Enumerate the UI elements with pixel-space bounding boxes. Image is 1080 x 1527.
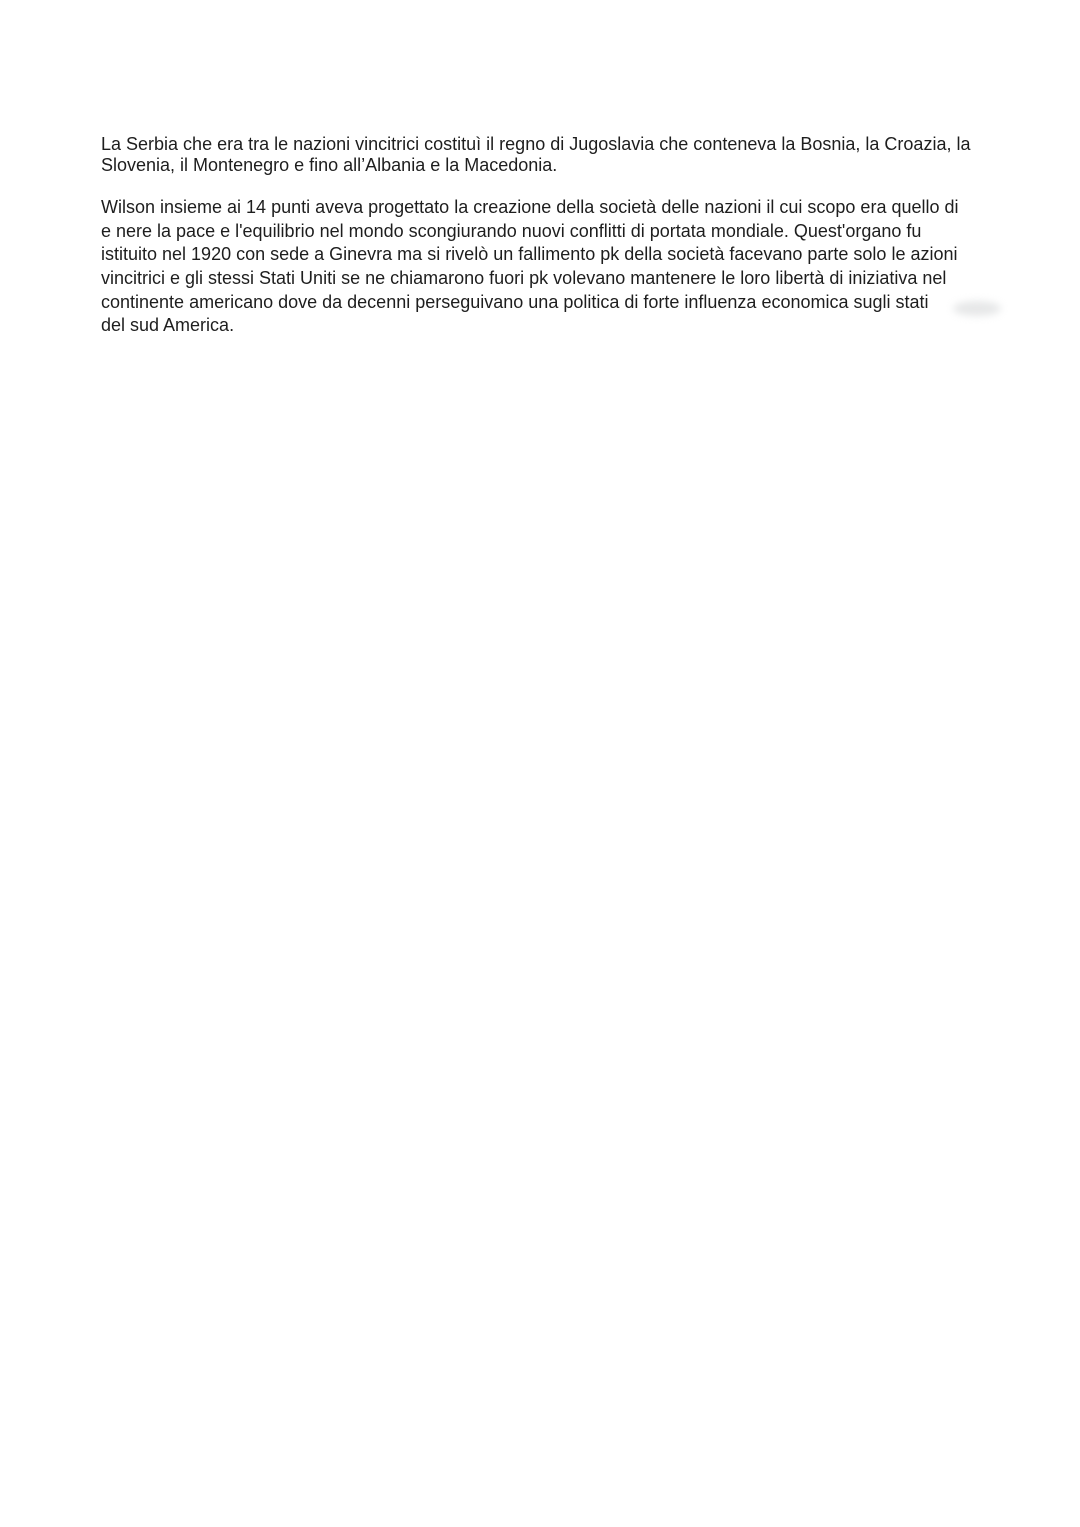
text-block [101, 134, 985, 338]
paragraph-wilson [101, 196, 985, 338]
text-line: continente americano dove da decenni perseguivano una politica di forte influenza economica sugli stati [101, 291, 929, 312]
text-line: Slovenia, il Montenegro e fino all’Albania e la Macedonia. [101, 154, 558, 175]
paragraph-serbia [101, 134, 985, 175]
text-line: istituito nel 1920 con sede a Ginevra ma si rivelò un fallimento pk della società facevano parte solo le azioni [101, 244, 958, 265]
text-line: vincitrici e gli stessi Stati Uniti se ne chiamarono fuori pk volevano mantenere le loro libertà di iniziativa nel [101, 268, 947, 289]
text-line: Wilson insieme ai 14 punti aveva progettato la creazione della società delle nazioni il cui scopo era quello di [101, 196, 959, 217]
text-line: e nere la pace e l'equilibrio nel mondo scongiurando nuovi conflitti di portata mondiale. Quest'organo fu [101, 220, 922, 241]
scan-smudge [953, 301, 1001, 316]
text-line: La Serbia che era tra le nazioni vincitrici costituì il regno di Jugoslavia che conteneva la Bosnia, la Croazia, la [101, 134, 971, 154]
text-line: del sud America. [101, 315, 235, 336]
